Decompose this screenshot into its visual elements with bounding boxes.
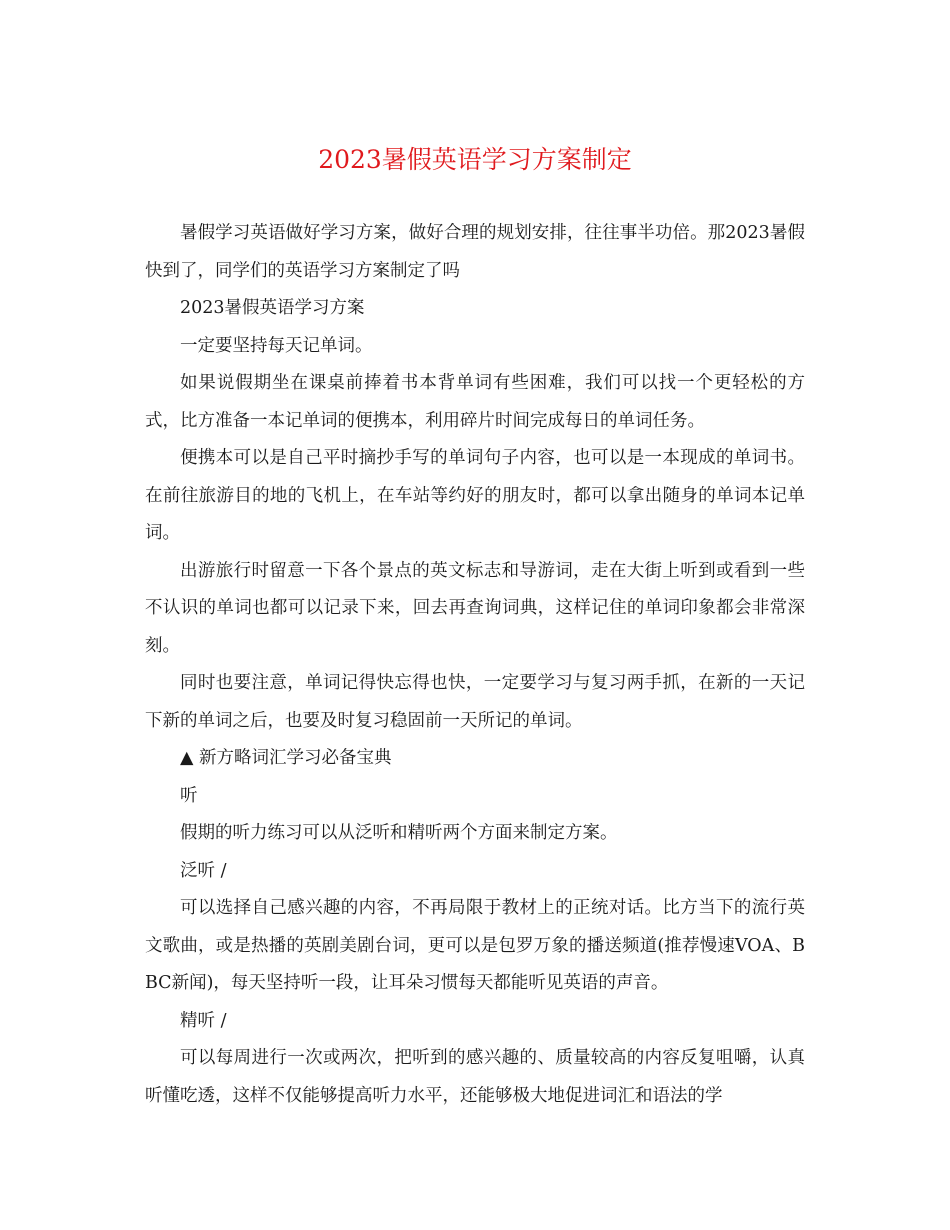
paragraph-extensive-heading: 泛听 / — [180, 860, 227, 881]
paragraph-intro: 暑假学习英语做好学习方案，做好合理的规划安排，往往事半功倍。那2023暑假快到了，同学们的英语学习方案制定了吗 — [145, 223, 805, 281]
paragraph-plan-heading: 2023暑假英语学习方案 — [180, 298, 365, 318]
paragraph-vocab-review: 同时也要注意，单词记得快忘得也快，一定要学习与复习两手抓，在新的一天记下新的单词之后，也要及时复习稳固前一天所记的单词。 — [145, 673, 805, 731]
paragraph-vocab-travel: 出游旅行时留意一下各个景点的英文标志和导游词，走在大街上听到或看到一些不认识的单词也都可以记录下来，回去再查询词典，这样记住的单词印象都会非常深刻。 — [145, 560, 805, 656]
paragraph-intensive-body: 可以每周进行一次或两次，把听到的感兴趣的、质量较高的内容反复咀嚼，认真听懂吃透，这样不仅能够提高听力水平，还能够极大地促进词汇和语法的学 — [145, 1048, 805, 1106]
paragraph-vocab-portable: 如果说假期坐在课桌前捧着书本背单词有些困难，我们可以找一个更轻松的方式，比方准备一本记单词的便携本，利用碎片时间完成每日的单词任务。 — [145, 373, 805, 431]
paragraph-vocab-point: 一定要坚持每天记单词。 — [180, 335, 373, 356]
paragraph-listening-intro: 假期的听力练习可以从泛听和精听两个方面来制定方案。 — [180, 823, 618, 843]
paragraph-vocab-guide: ▲ 新方略词汇学习必备宝典 — [180, 748, 392, 768]
document-body — [145, 215, 805, 1115]
document-title: 2023暑假英语学习方案制定 — [318, 145, 632, 174]
paragraph-vocab-notebook: 便携本可以是自己平时摘抄手写的单词句子内容，也可以是一本现成的单词书。在前往旅游目的地的飞机上，在车站等约好的朋友时，都可以拿出随身的单词本记单词。 — [145, 448, 805, 543]
paragraph-listening-heading: 听 — [180, 785, 198, 806]
paragraph-intensive-heading: 精听 / — [180, 1010, 227, 1031]
paragraph-extensive-body: 可以选择自己感兴趣的内容，不再局限于教材上的正统对话。比方当下的流行英文歌曲，或是热播的英剧美剧台词，更可以是包罗万象的播送频道(推荐慢速VOA、BBC新闻)，每天坚持听一段，让耳朵习惯每天都能听见英语的声音。 — [145, 898, 805, 993]
